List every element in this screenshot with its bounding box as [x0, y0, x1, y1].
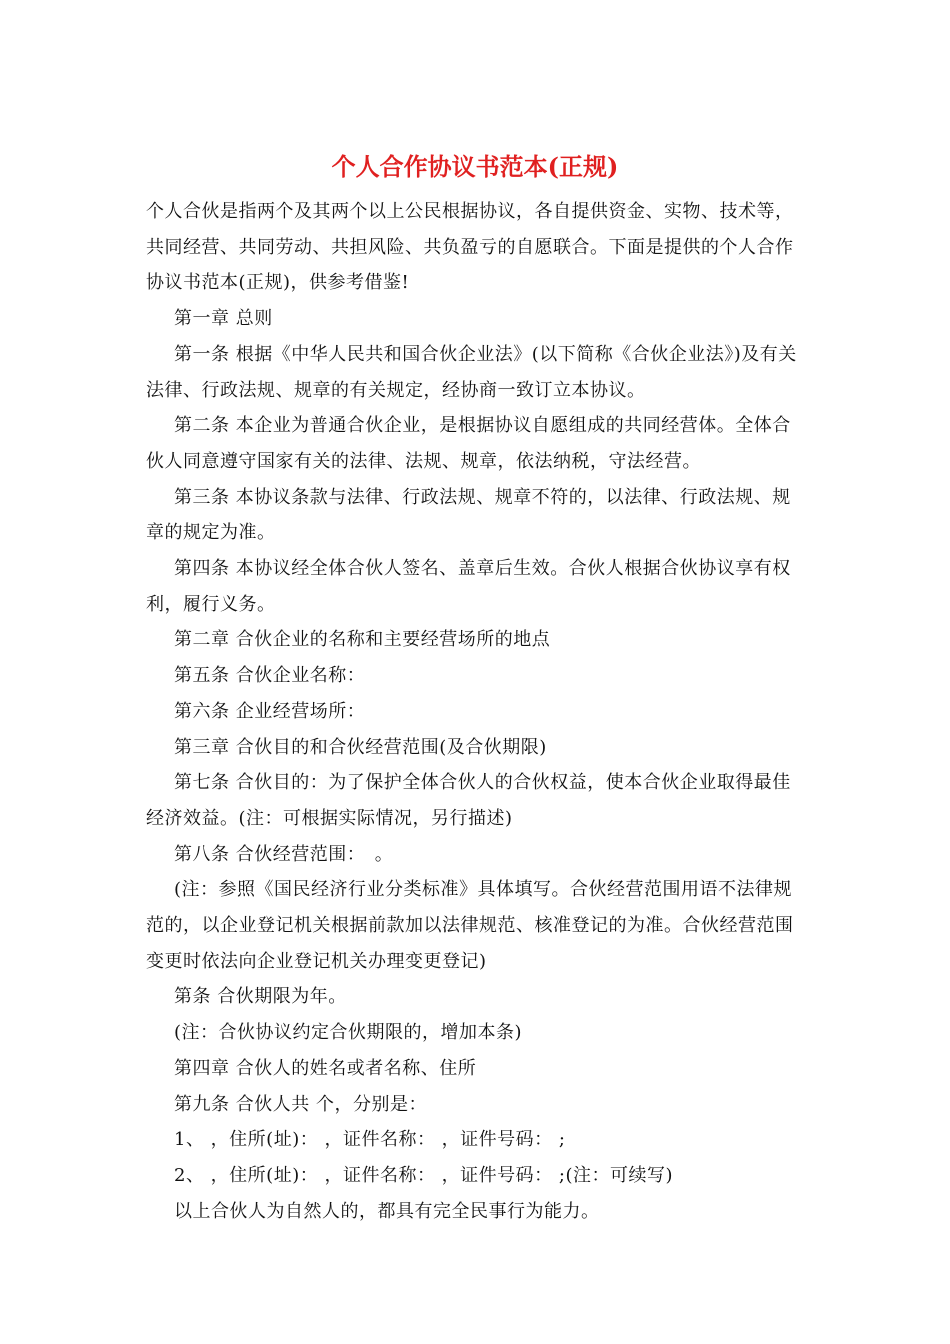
note-paragraph: (注：参照《国民经济行业分类标准》具体填写。合伙经营范围用语不法律规范的，以企业登记机关根据前款加以法律规范、核准登记的为准。合伙经营范围变更时依法向企业登记机关办理变更登记)	[146, 879, 794, 972]
article-paragraph: 以上合伙人为自然人的，都具有完全民事行为能力。	[174, 1200, 600, 1222]
partner-entry: 1、 ，住所(址)： ，证件名称： ，证件号码： ;	[174, 1129, 566, 1151]
article-paragraph: 第三条 本协议条款与法律、行政法规、规章不符的，以法律、行政法规、规章的规定为准。	[146, 486, 791, 544]
chapter-heading: 第三章 合伙目的和合伙经营范围(及合伙期限)	[174, 736, 547, 758]
article-paragraph: 第一条 根据《中华人民共和国合伙企业法》(以下简称《合伙企业法》)及有关法律、行政法规、规章的有关规定，经协商一致订立本协议。	[146, 343, 797, 401]
document-body	[146, 194, 806, 1229]
chapter-heading: 第二章 合伙企业的名称和主要经营场所的地点	[174, 629, 551, 651]
document-title: 个人合作协议书范本(正规)	[331, 152, 619, 181]
article-paragraph: 第八条 合伙经营范围： 。	[174, 843, 394, 865]
article-paragraph: 第条 合伙期限为年。	[174, 986, 347, 1008]
article-paragraph: 第六条 企业经营场所：	[174, 700, 366, 722]
article-paragraph: 第九条 合伙人共 个，分别是：	[174, 1093, 427, 1115]
chapter-heading: 第一章 总则	[174, 308, 273, 330]
note-paragraph: (注：合伙协议约定合伙期限的，增加本条)	[174, 1022, 523, 1044]
article-paragraph: 第二条 本企业为普通合伙企业，是根据协议自愿组成的共同经营体。全体合伙人同意遵守国家有关的法律、法规、规章，依法纳税，守法经营。	[146, 415, 791, 472]
article-paragraph: 第五条 合伙企业名称：	[174, 665, 366, 687]
article-paragraph: 第七条 合伙目的：为了保护全体合伙人的合伙权益，使本合伙企业取得最佳经济效益。(注：可根据实际情况，另行描述)	[146, 772, 791, 829]
paragraph-intro: 个人合伙是指两个及其两个以上公民根据协议，各自提供资金、实物、技术等，共同经营、共同劳动、共担风险、共负盈亏的自愿联合。下面是提供的个人合作协议书范本(正规)，供参考借鉴!	[146, 201, 794, 294]
chapter-heading: 第四章 合伙人的姓名或者名称、住所	[174, 1057, 477, 1079]
article-paragraph: 第四条 本协议经全体合伙人签名、盖章后生效。合伙人根据合伙协议享有权利，履行义务。	[146, 558, 791, 615]
partner-entry: 2、 ，住所(址)： ，证件名称： ，证件号码： ;(注：可续写)	[174, 1164, 673, 1186]
